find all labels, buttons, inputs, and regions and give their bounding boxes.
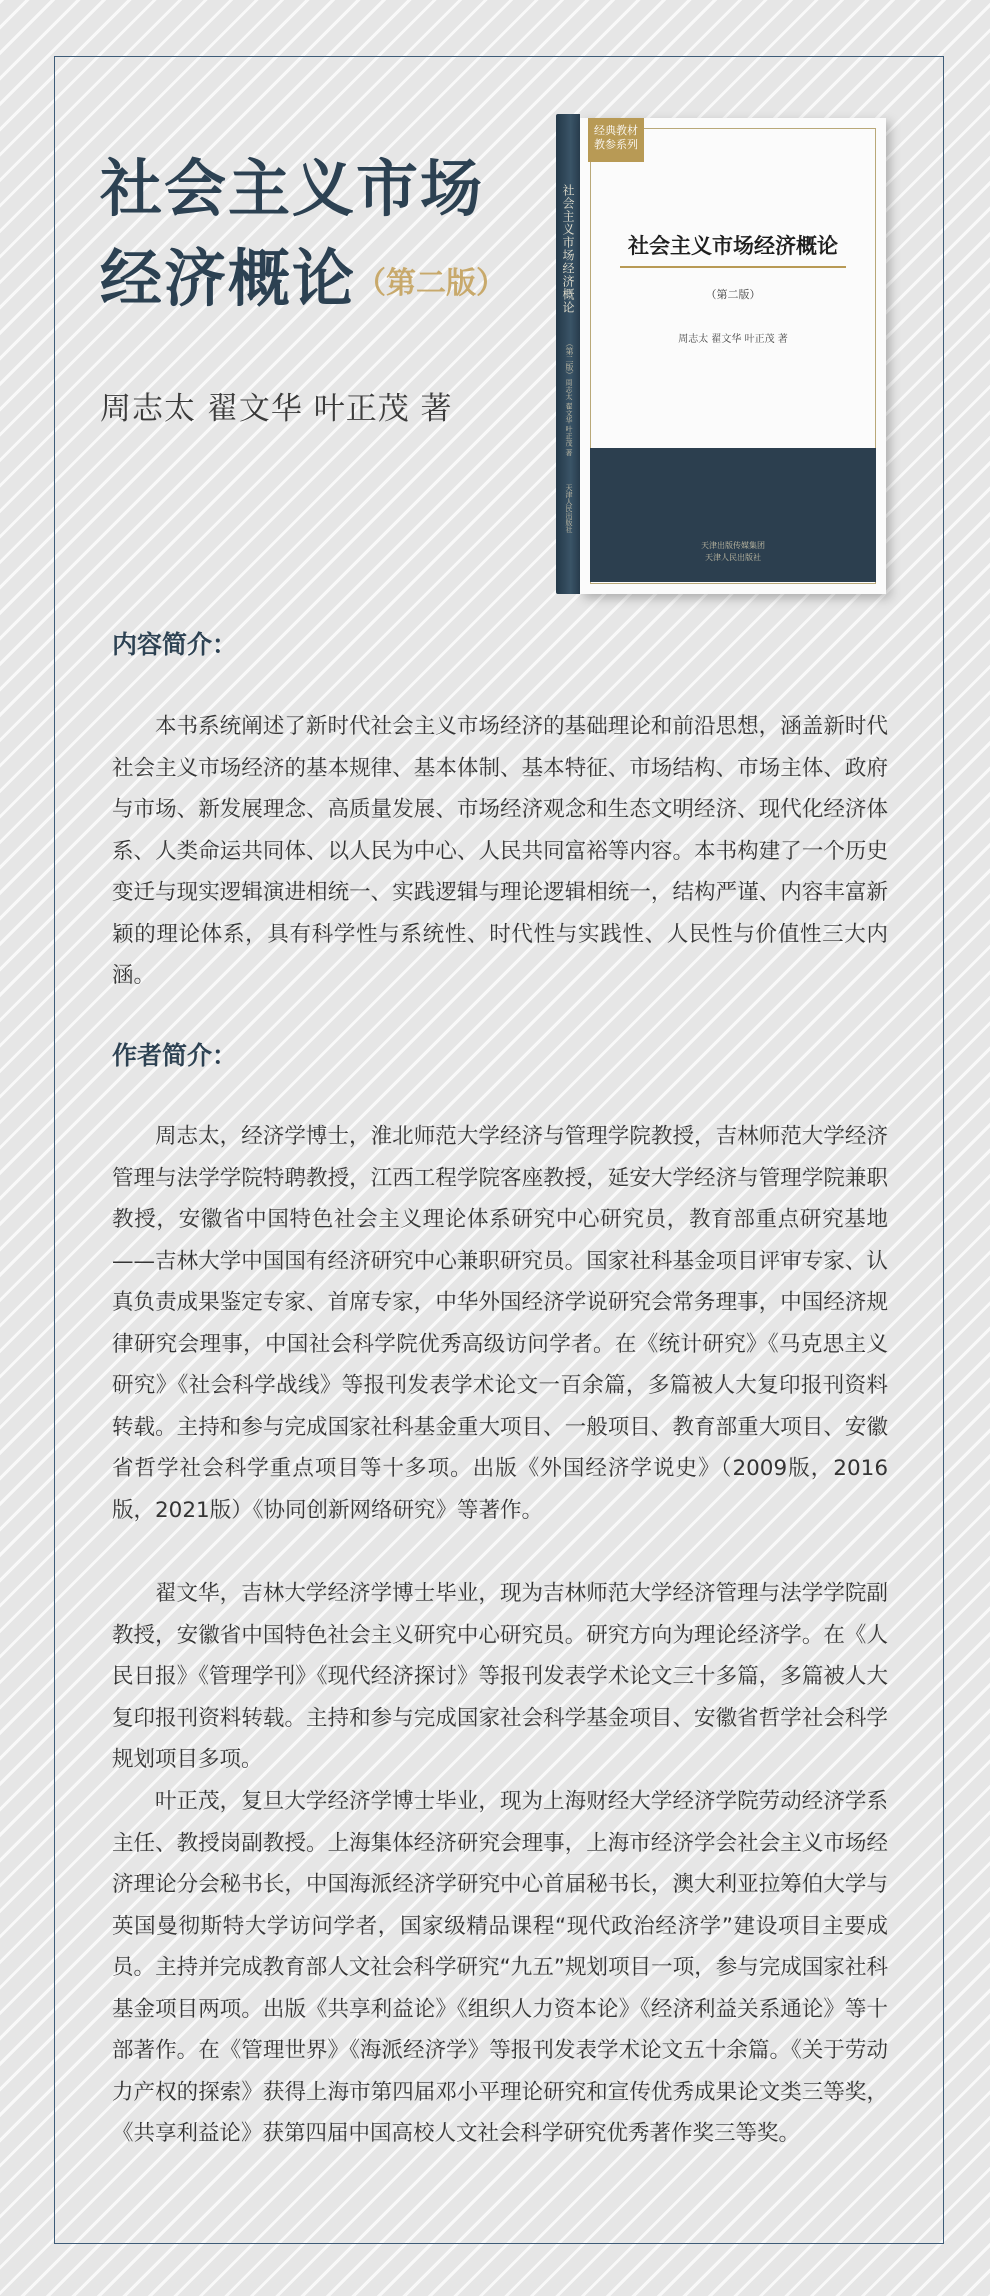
author-bio-zhai: 翟文华，吉林大学经济学博士毕业，现为吉林师范大学经济管理与法学学院副教授，安徽省中国特色社会主义研究中心研究员。研究方向为理论经济学。在《人民日报》《管理学刊》《现代经济探讨》等报刊发表学术论文三十多篇，多篇被人大复印报刊资料转载。主持和参与完成国家社会科学基金项目、安徽省哲学社会科学规划项目多项。 <box>112 1581 888 1772</box>
cover-title: 社会主义市场经济概论 <box>628 233 838 258</box>
cover-dark-band <box>590 448 876 582</box>
content-intro-paragraph: 本书系统阐述了新时代社会主义市场经济的基础理论和前沿思想，涵盖新时代社会主义市场经济的基本规律、基本体制、基本特征、市场结构、市场主体、政府与市场、新发展理念、高质量发展、市场经济观念和生态文明经济、现代化经济体系、人类命运共同体、以人民为中心、人民共同富裕等内容。本书构建了一个历史变迁与现实逻辑演进相统一、实践逻辑与理论逻辑相统一，结构严谨、内容丰富新颖的理论体系，具有科学性与系统性、时代性与实践性、人民性与价值性三大内涵。 <box>112 714 888 988</box>
book-title-line2 <box>100 242 520 315</box>
author-bio-zhou: 周志太，经济学博士，淮北师范大学经济与管理学院教授，吉林师范大学经济管理与法学学院特聘教授，江西工程学院客座教授，延安大学经济与管理学院兼职教授，安徽省中国特色社会主义理论体系研究中心研究员，教育部重点研究基地——吉林大学中国国有经济研究中心兼职研究员。国家社科基金项目评审专家、认真负责成果鉴定专家、首席专家，中华外国经济学说研究会常务理事，中国经济规律研究会理事，中国社会科学院优秀高级访问学者。在《统计研究》《马克思主义研究》《社会科学战线》等报刊发表学术论文一百余篇，多篇被人大复印报刊资料转载。主持和参与完成国家社科基金重大项目、一般项目、教育部重大项目、安徽省哲学社会科学重点项目等十多项。出版《外国经济学说史》（2009版，2016版，2021版）《协同创新网络研究》等著作。 <box>112 1124 888 1523</box>
book-front-cover <box>580 118 886 594</box>
cover-publisher <box>590 540 876 564</box>
series-badge-line2: 教参系列 <box>594 138 638 151</box>
cover-publisher-group: 天津出版传媒集团 <box>701 541 765 550</box>
cover-edition: （第二版） <box>705 288 761 301</box>
series-badge-line1: 经典教材 <box>594 124 638 137</box>
book-cover-image <box>556 114 886 594</box>
content-intro-heading: 内容简介： <box>112 630 238 659</box>
edition-label: （第二版） <box>356 266 507 301</box>
spine-authors: 周志太 翟文华 叶正茂 著 <box>565 379 573 456</box>
book-title-line1: 社会主义市场 <box>100 152 485 225</box>
author-bio-ye: 叶正茂，复旦大学经济学博士毕业，现为上海财经大学经济学院劳动经济学系主任、教授岗副教授。上海集体经济研究会理事，上海市经济学会社会主义市场经济理论分会秘书长，中国海派经济学研究中心首届秘书长，澳大利亚拉筹伯大学与英国曼彻斯特大学访问学者，国家级精品课程“现代政治经济学”建设项目主要成员。主持并完成教育部人文社会科学研究“九五”规划项目一项，参与完成国家社科基金项目两项。出版《共享利益论》《组织人力资本论》《经济利益关系通论》等十部著作。在《管理世界》《海派经济学》等报刊发表学术论文五十余篇。《关于劳动力产权的探索》获得上海市第四届邓小平理论研究和宣传优秀成果论文类三等奖，《共享利益论》获第四届中国高校人文社会科学研究优秀著作奖三等奖。 <box>112 1789 888 2146</box>
book-spine <box>556 114 580 594</box>
cover-publisher-name: 天津人民出版社 <box>705 553 761 562</box>
spine-title: 社会主义市场经济概论 <box>561 184 575 314</box>
cover-authors: 周志太 翟文华 叶正茂 著 <box>678 334 788 345</box>
series-badge <box>588 118 644 162</box>
author-intro-heading: 作者简介： <box>112 1041 238 1070</box>
book-title-main: 经济概论 <box>100 242 357 315</box>
spine-publisher: 天津人民出版社 <box>565 484 573 533</box>
authors-line: 周志太 翟文华 叶正茂 著 <box>100 391 453 427</box>
spine-edition: （第二版） <box>565 339 574 379</box>
cover-title-rule <box>620 266 846 268</box>
